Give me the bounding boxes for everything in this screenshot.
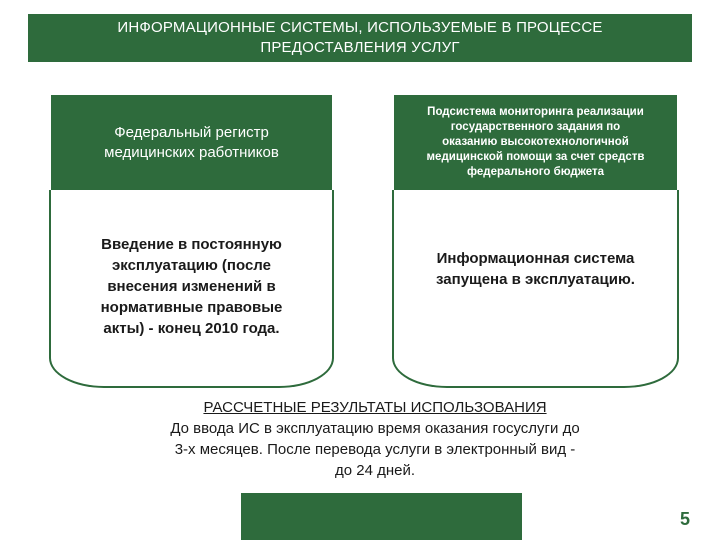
card-body-line: запущена в эксплуатацию.	[436, 271, 635, 288]
card-federal-register-body	[49, 190, 334, 388]
card-header-line: медицинских работников	[104, 143, 279, 161]
results-heading: РАССЧЕТНЫЕ РЕЗУЛЬТАТЫ ИСПОЛЬЗОВАНИЯ	[203, 399, 547, 416]
card-monitoring-subsystem-body	[392, 190, 679, 388]
results-line: До ввода ИС в эксплуатацию время оказания госуслуги до	[170, 420, 580, 437]
slide-title	[28, 14, 692, 62]
slide-title-line-2: ПРЕДОСТАВЛЕНИЯ УСЛУГ	[260, 39, 460, 56]
card-monitoring-subsystem-header	[394, 95, 677, 190]
card-body-line: акты) - конец 2010 года.	[103, 320, 280, 337]
slide-title-line-1: ИНФОРМАЦИОННЫЕ СИСТЕМЫ, ИСПОЛЬЗУЕМЫЕ В ПРОЦЕССЕ	[117, 19, 603, 36]
results-line: до 24 дней.	[334, 462, 416, 479]
footer-bar	[241, 493, 522, 540]
card-header-line: Подсистема мониторинга реализации	[427, 106, 644, 118]
card-header-line: федерального бюджета	[467, 166, 604, 178]
page-number: 5	[679, 509, 690, 529]
results-line: 3-х месяцев. После перевода услуги в электронный вид -	[174, 441, 576, 458]
card-body-line: Введение в постоянную	[101, 236, 282, 253]
card-body-line: внесения изменений в	[107, 278, 276, 295]
card-header-line: оказанию высокотехнологичной	[442, 136, 629, 148]
results-section	[110, 397, 640, 481]
card-header-line: государственного задания по	[450, 121, 621, 133]
card-body-line: Информационная система	[436, 250, 635, 267]
card-federal-register-header	[51, 95, 332, 190]
card-body-line: нормативные правовые	[100, 299, 283, 316]
card-header-line: медицинской помощи за счет средств	[426, 151, 645, 163]
card-header-line: Федеральный регистр	[114, 123, 269, 141]
card-body-line: эксплуатацию (после	[112, 257, 271, 274]
